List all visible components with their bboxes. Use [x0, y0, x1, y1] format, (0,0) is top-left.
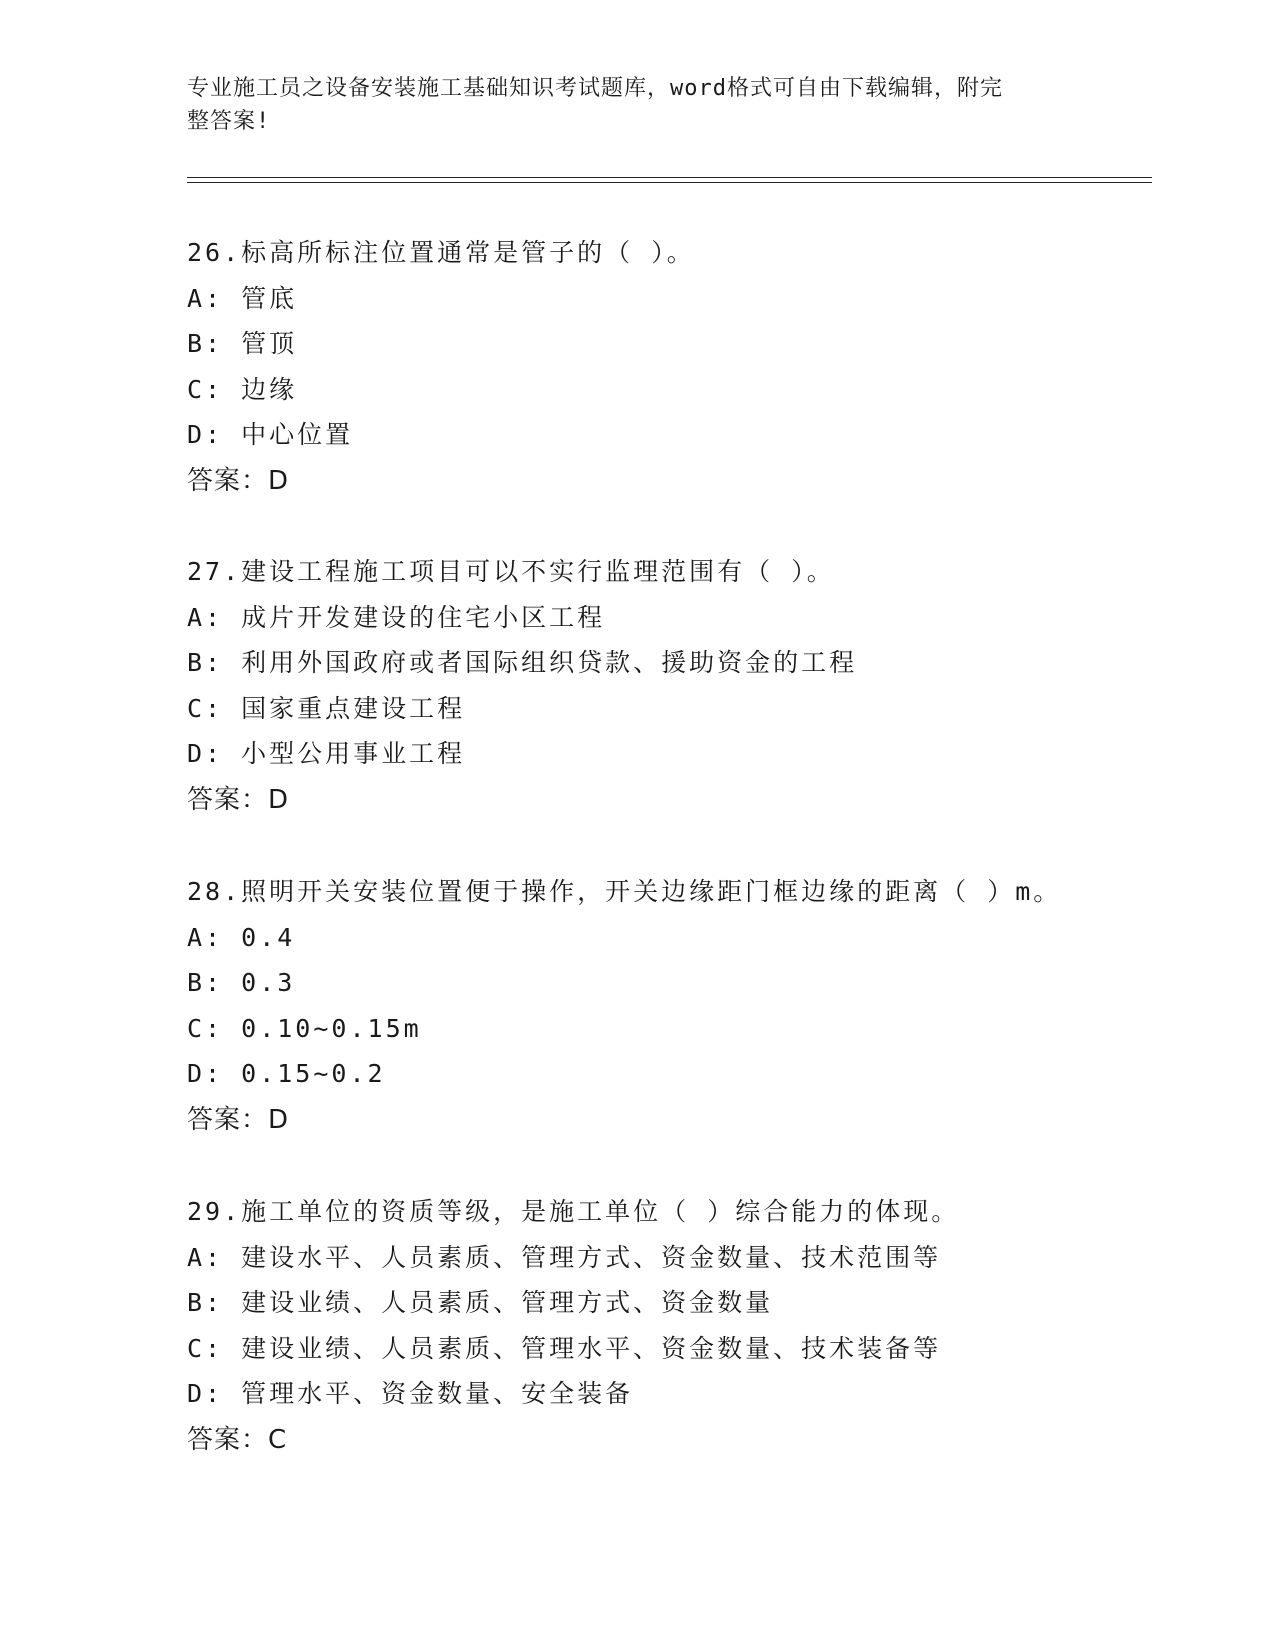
option-c: C: 建设业绩、人员素质、管理水平、资金数量、技术装备等	[187, 1333, 942, 1363]
option-d: D: 管理水平、资金数量、安全装备	[187, 1379, 634, 1408]
document-header	[187, 72, 1087, 138]
question-27	[187, 555, 1167, 828]
header-divider-top	[187, 177, 1152, 178]
answer: 答案：D	[187, 465, 290, 496]
header-line-2: 整答案!	[187, 109, 271, 134]
option-a: A: 管底	[187, 283, 298, 313]
option-a: A: 0.4	[187, 922, 296, 952]
option-b: B: 0.3	[187, 968, 296, 997]
option-a: A: 成片开发建设的住宅小区工程	[187, 602, 606, 632]
question-stem: 29.施工单位的资质等级，是施工单位（ ）综合能力的体现。	[187, 1197, 960, 1226]
option-d: D: 小型公用事业工程	[187, 739, 466, 768]
option-b: B: 建设业绩、人员素质、管理方式、资金数量	[187, 1288, 774, 1317]
option-b: B: 管顶	[187, 329, 298, 358]
question-stem: 28.照明开关安装位置便于操作，开关边缘距门框边缘的距离（ ）m。	[187, 877, 1062, 906]
option-d: D: 中心位置	[187, 420, 354, 449]
question-29	[187, 1195, 1167, 1468]
question-stem: 27.建设工程施工项目可以不实行监理范围有（ ）。	[187, 557, 835, 586]
option-c: C: 国家重点建设工程	[187, 693, 466, 723]
option-c: C: 边缘	[187, 374, 298, 404]
question-28	[187, 875, 1167, 1148]
answer: 答案：D	[187, 784, 290, 815]
header-divider-bottom	[187, 182, 1152, 183]
answer: 答案：C	[187, 1424, 288, 1455]
option-d: D: 0.15~0.2	[187, 1059, 386, 1088]
question-26	[187, 236, 1167, 509]
option-a: A: 建设水平、人员素质、管理方式、资金数量、技术范围等	[187, 1242, 942, 1272]
header-line-1: 专业施工员之设备安装施工基础知识考试题库，word格式可自由下载编辑，附完	[187, 76, 1003, 101]
option-b: B: 利用外国政府或者国际组织贷款、援助资金的工程	[187, 648, 858, 677]
option-c: C: 0.10~0.15m	[187, 1013, 422, 1043]
question-stem: 26.标高所标注位置通常是管子的（ ）。	[187, 238, 695, 267]
answer: 答案：D	[187, 1104, 290, 1135]
